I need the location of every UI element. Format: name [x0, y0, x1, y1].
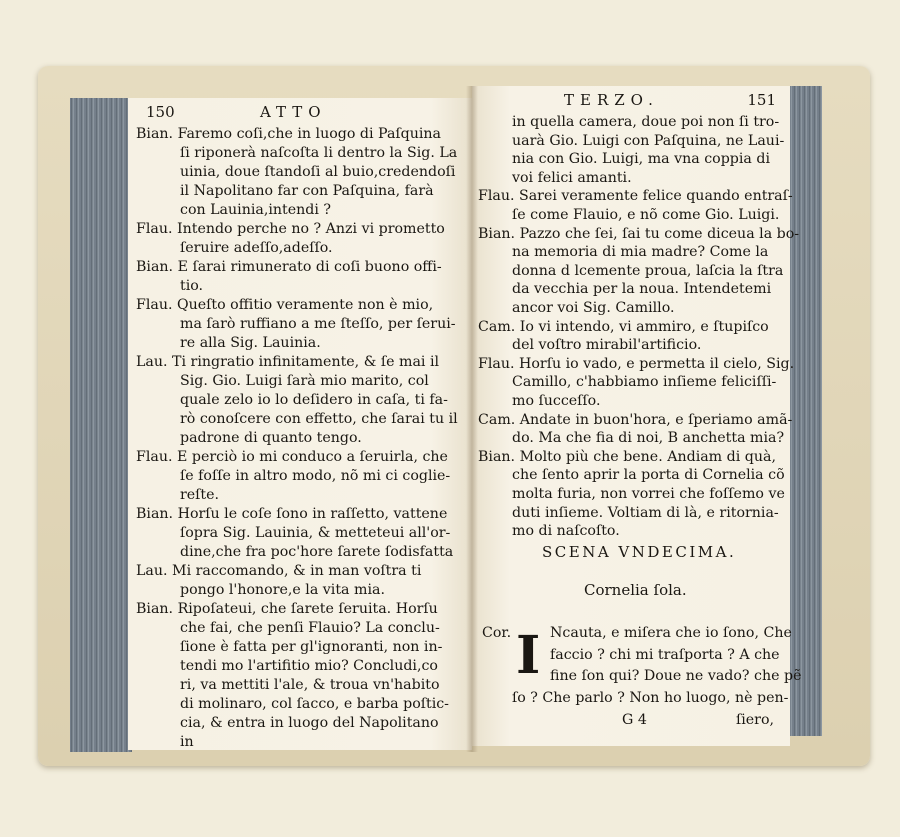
text-line: Bian. E ſarai rimunerato di coſi buono offi-	[136, 259, 442, 275]
left-page-edges	[70, 98, 132, 752]
text-line: tendi mo l'artifitio mio? Concludi,co	[180, 658, 438, 674]
text-line: ſo ? Che parlo ? Non ho luogo, nè pen-	[512, 689, 789, 706]
text-line: uinia, doue ſtandoſi al buio,credendoſi	[180, 164, 456, 180]
text-line: donna d lcemente proua, laſcia la ſtra	[512, 262, 784, 279]
scene-subtitle: Cornelia ſola.	[584, 581, 687, 599]
text-line: Flau. Intendo perche no ? Anzi vi prometto	[136, 221, 445, 237]
text-line: Sig. Gio. Luigi ſarà mio marito, col	[180, 373, 429, 389]
text-line: ſi riponerà naſcoſta li dentro la Sig. La	[180, 145, 458, 161]
text-line: fine ſon qui? Doue ne vado? che pẽ	[550, 668, 802, 684]
page-number: 150	[146, 103, 175, 121]
scene-title: SCENA VNDECIMA.	[542, 543, 737, 561]
running-head: ATTO	[260, 103, 327, 121]
text-line: Bian. Faremo coſi,che in luogo di Paſquina	[136, 126, 442, 142]
page-number: 151	[747, 91, 776, 109]
text-line: Lau. Ti ringratio infinitamente, & ſe mai il	[136, 354, 440, 370]
text-line: ſione è fatta per gl'ignoranti, non in-	[180, 639, 443, 655]
text-line: faccio ? chi mi traſporta ? A che	[550, 646, 780, 663]
text-line: Flau. Sarei veramente felice quando entraſ-	[478, 188, 793, 205]
text-line: voi felici amanti.	[512, 169, 632, 186]
text-line: che fai, che penſi Flauio? La conclu-	[180, 620, 440, 636]
text-line: ma ſarò ruffiano a me ſteſſo, per ſerui-	[180, 316, 456, 332]
text-line: na memoria di mia madre? Come la	[512, 244, 769, 261]
text-line: mo di naſcoſto.	[512, 523, 620, 540]
text-line: ſe come Flauio, e nõ come Gio. Luigi.	[512, 207, 780, 223]
text-line: quale zelo io lo deſidero in caſa, ti fa-	[180, 392, 448, 408]
text-line: ri, va mettiti l'ale, & troua vn'habito	[180, 677, 440, 693]
text-line: del voſtro mirabil'artificio.	[512, 337, 702, 354]
text-line: Flau. Queſto offitio veramente non è mio,	[136, 297, 434, 313]
text-line: il Napolitano far con Paſquina, farà	[180, 183, 434, 199]
text-line: Lau. Mi raccomando, & in man voſtra ti	[136, 563, 422, 579]
text-line: duti inſieme. Voltiam di là, e ritornia-	[512, 504, 779, 521]
text-line: Flau. Horſu io vado, e permetta il cielo, Sig.	[478, 355, 795, 372]
text-line: con Lauinia,intendi ?	[180, 202, 331, 218]
text-line: pongo l'honore,e la vita mia.	[180, 582, 385, 598]
text-line: tio.	[180, 278, 204, 294]
drop-cap: I	[516, 625, 541, 686]
text-line: padrone di quanto tengo.	[180, 430, 362, 446]
speaker-label: Cor.	[482, 625, 512, 641]
text-line: mo ſucceſſo.	[512, 393, 601, 409]
text-line: re alla Sig. Lauinia.	[180, 335, 321, 351]
text-line: ſe foſſe in altro modo, nõ mi ci coglie-	[180, 468, 451, 484]
text-line: Bian. Molto più che bene. Andiam di quà,	[478, 448, 776, 465]
gutter-shadow	[466, 86, 478, 752]
text-line: Bian. Pazzo che ſei, ſai tu come diceua la bo-	[478, 225, 800, 242]
text-line: rò conoſcere con effetto, che ſarai tu il	[180, 411, 458, 427]
text-line: da vecchia per la noua. Intendetemi	[512, 281, 772, 298]
text-line: in quella camera, doue poi non ſi tro-	[512, 114, 780, 130]
text-line: cia, & entra in luogo del Napolitano	[180, 715, 439, 731]
text-line: uarà Gio. Luigi con Paſquina, ne Laui-	[512, 132, 785, 149]
text-line: ſopra Sig. Lauinia, & metteteui all'or-	[180, 525, 451, 541]
text-line: Camillo, c'habbiamo inſieme feliciſſi-	[512, 374, 777, 391]
text-line: che ſento aprir la porta di Cornelia cõ	[512, 467, 785, 484]
left-page-header	[128, 102, 472, 124]
text-line: nia con Gio. Luigi, ma vna coppia di	[512, 151, 771, 168]
right-page-header	[472, 90, 790, 112]
text-line: reſte.	[180, 487, 220, 503]
text-line: Bian. Ripoſateui, che ſarete ſeruita. Horſu	[136, 601, 438, 617]
text-line: molta furia, non vorrei che foſſemo ve	[512, 486, 785, 502]
text-line: in	[180, 734, 194, 750]
text-line: Flau. E perciò io mi conduco a ſeruirla, che	[136, 449, 448, 465]
text-line: ancor voi Sig. Camillo.	[512, 300, 675, 316]
left-page	[128, 98, 472, 750]
text-line: Cam. Andate in buon'hora, e ſperiamo amã-	[478, 411, 793, 428]
running-head: TERZO.	[564, 91, 659, 109]
right-page-edges	[788, 86, 822, 736]
catchword: ſiero,	[736, 712, 775, 728]
text-line: di molinaro, col ſacco, e barba poſtic-	[180, 696, 449, 712]
text-line: do. Ma che fia di noi, B anchetta mia?	[512, 430, 785, 447]
signature-mark: G 4	[622, 712, 647, 728]
text-line: dine,che fra poc'hore ſarete ſodisfatta	[180, 544, 454, 560]
text-line: ſeruire adeſſo,adeſſo.	[180, 240, 333, 256]
text-line: Cam. Io vi intendo, vi ammiro, e ſtupiſco	[478, 318, 769, 335]
text-line: Ncauta, e miſera che io ſono, Che	[550, 625, 792, 641]
text-line: Bian. Horſu le coſe ſono in raſſetto, vattene	[136, 506, 448, 522]
right-page	[472, 86, 802, 746]
